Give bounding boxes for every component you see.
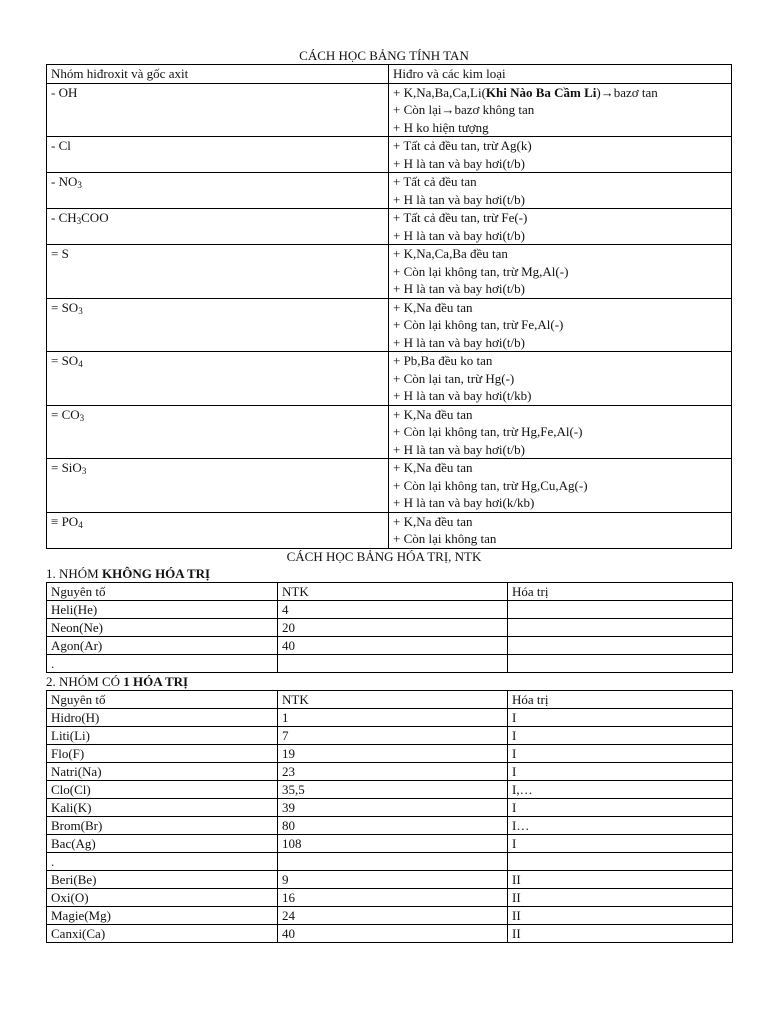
rule-cell: [389, 245, 732, 299]
rule-line: [393, 119, 727, 137]
rule-text-pre: + H là tan và bay hơi(k/kb): [393, 495, 535, 510]
group-cell: [47, 245, 389, 299]
valence-cell: I: [508, 744, 733, 762]
group-suffix: COO: [81, 210, 109, 225]
element-cell: Canxi(Ca): [47, 924, 278, 942]
group-prefix: = SO: [51, 353, 79, 368]
group-cell: [47, 459, 389, 513]
rule-cell: [389, 405, 732, 459]
rule-text-pre: + Tất cả đều tan: [393, 174, 477, 189]
element-cell: Magie(Mg): [47, 906, 278, 924]
rule-text-pre: + K,Na đều tan: [393, 406, 473, 422]
rule-line: [393, 209, 727, 227]
rule-line: [393, 494, 727, 512]
element-cell: Clo(Cl): [47, 780, 278, 798]
rule-line: [393, 441, 727, 459]
group-cell: [47, 405, 389, 459]
rule-cell: [389, 173, 732, 209]
atomic-mass-cell: 39: [278, 798, 508, 816]
rule-line: [393, 137, 727, 155]
group2-label-bold: 1 HÓA TRỊ: [123, 673, 189, 689]
header-cell: NTK: [278, 690, 508, 708]
rule-cell: [389, 352, 732, 406]
group1-header-row: [47, 582, 733, 600]
rule-line: [393, 459, 727, 477]
valence-cell: II: [508, 870, 733, 888]
element-cell: .: [47, 654, 278, 672]
group-prefix: = S: [51, 246, 69, 261]
atomic-mass-cell: 9: [278, 870, 508, 888]
atomic-mass-cell: 7: [278, 726, 508, 744]
solubility-table: [46, 64, 732, 549]
group-prefix: - Cl: [51, 138, 71, 153]
atomic-mass-cell: 40: [278, 924, 508, 942]
group-prefix: - OH: [51, 84, 78, 100]
rule-text-pre: + Còn lại không tan, trừ Fe,Al(-): [393, 317, 564, 332]
atomic-mass-cell: 80: [278, 816, 508, 834]
rule-cell: [389, 209, 732, 245]
group-cell: [47, 352, 389, 406]
valence-cell: II: [508, 924, 733, 942]
rule-cell: [389, 512, 732, 548]
header-cell: Hóa trị: [508, 690, 733, 708]
valence-cell: [508, 618, 733, 636]
table-row: [47, 924, 733, 942]
element-cell: Hidro(H): [47, 708, 278, 726]
table-row: [47, 888, 733, 906]
rule-line: [393, 530, 727, 548]
rule-text-pre: + H là tan và bay hơi(t/b): [393, 441, 525, 457]
rule-cell: [389, 83, 732, 137]
solubility-title: CÁCH HỌC BẢNG TÍNH TAN: [299, 48, 469, 63]
rule-line: [393, 370, 727, 388]
rule-text-pre: + Còn lại không tan, trừ Mg,Al(-): [393, 263, 569, 279]
solubility-row: [47, 298, 732, 352]
solubility-row: [47, 459, 732, 513]
element-cell: Liti(Li): [47, 726, 278, 744]
atomic-mass-cell: 4: [278, 600, 508, 618]
rule-text-pre: + K,Na,Ba,Ca,Li(: [393, 84, 486, 100]
element-cell: Agon(Ar): [47, 636, 278, 654]
table-row: [47, 816, 733, 834]
table-row: [47, 726, 733, 744]
valence-cell: I: [508, 834, 733, 852]
rule-line: [393, 316, 727, 334]
rule-line: [393, 280, 727, 298]
group-subscript: 3: [78, 305, 83, 316]
rule-line: [393, 191, 727, 209]
table-row: [47, 852, 733, 870]
atomic-mass-cell: 108: [278, 834, 508, 852]
valence-cell: I: [508, 798, 733, 816]
rule-text-pre: + K,Na đều tan: [393, 299, 473, 315]
rule-text-pre: + H là tan và bay hơi(t/b): [393, 155, 525, 171]
group-prefix: = SiO: [51, 460, 82, 475]
rule-line: [393, 387, 727, 405]
header-cell: NTK: [278, 582, 508, 600]
atomic-mass-cell: [278, 654, 508, 672]
solubility-row: [47, 137, 732, 173]
group-subscript: 4: [78, 519, 83, 530]
rule-text-pre: + K,Na đều tan: [393, 460, 473, 475]
solubility-row: [47, 209, 732, 245]
group-subscript: 4: [78, 359, 83, 369]
valence-cell: II: [508, 906, 733, 924]
table-row: [47, 654, 733, 672]
solubility-row: [47, 512, 732, 548]
rule-text-pre: + Tất cả đều tan, trừ Ag(k): [393, 138, 532, 153]
table-row: [47, 798, 733, 816]
rule-line: [393, 513, 727, 531]
valence-cell: I: [508, 762, 733, 780]
atomic-mass-cell: 24: [278, 906, 508, 924]
atomic-mass-cell: 35,5: [278, 780, 508, 798]
rule-text-pre: + Còn lại không tan, trừ Hg,Cu,Ag(-): [393, 477, 588, 493]
header-cell: Hóa trị: [508, 582, 733, 600]
table-row: [47, 906, 733, 924]
element-cell: Neon(Ne): [47, 618, 278, 636]
group-prefix: = CO: [51, 406, 80, 422]
table-row: [47, 636, 733, 654]
group1-label-prefix: 1. NHÓM: [46, 565, 102, 581]
group-cell: [47, 512, 389, 548]
element-cell: Flo(F): [47, 744, 278, 762]
group2-header-row: [47, 690, 733, 708]
header-cell: Nguyên tố: [47, 582, 278, 600]
valence-cell: [508, 636, 733, 654]
rule-line: [393, 101, 727, 119]
rule-text-pre: + H là tan và bay hơi(t/b): [393, 334, 525, 350]
rule-cell: [389, 459, 732, 513]
group1-table: [46, 582, 733, 673]
valence-cell: I: [508, 708, 733, 726]
rule-line: [393, 406, 727, 424]
atomic-mass-cell: 20: [278, 618, 508, 636]
atomic-mass-cell: 23: [278, 762, 508, 780]
element-cell: Beri(Be): [47, 870, 278, 888]
valence-cell: [508, 654, 733, 672]
atomic-mass-cell: 40: [278, 636, 508, 654]
atomic-mass-cell: [278, 852, 508, 870]
valence-cell: I: [508, 726, 733, 744]
valence-cell: [508, 852, 733, 870]
rule-text-post: )→bazơ tan: [596, 84, 658, 100]
header-cell: Nguyên tố: [47, 690, 278, 708]
rule-line: [393, 263, 727, 281]
group-subscript: 3: [77, 180, 82, 190]
group-prefix: = SO: [51, 299, 79, 315]
header-metals: Hiđro và các kim loại: [389, 65, 732, 84]
valence-cell: [508, 600, 733, 618]
element-cell: Kali(K): [47, 798, 278, 816]
rule-text-bold: Khi Nào Ba Cầm Li: [485, 84, 597, 100]
rule-line: [393, 173, 727, 191]
group-prefix: - CH: [51, 210, 77, 225]
rule-line: [393, 334, 727, 352]
document-page: [46, 48, 722, 943]
element-cell: Natri(Na): [47, 762, 278, 780]
rule-text-pre: + Pb,Ba đều ko tan: [393, 353, 493, 368]
table-row: [47, 600, 733, 618]
table-row: [47, 834, 733, 852]
rule-cell: [389, 137, 732, 173]
group2-label-prefix: 2. NHÓM CÓ: [46, 673, 124, 689]
rule-line: [393, 84, 727, 102]
element-cell: Brom(Br): [47, 816, 278, 834]
header-groups: Nhóm hiđroxit và gốc axit: [47, 65, 389, 84]
rule-text-pre: + H ko hiện tượng: [393, 119, 489, 135]
element-cell: .: [47, 852, 278, 870]
group-subscript: 3: [81, 466, 87, 476]
solubility-header-row: [47, 65, 732, 84]
valence-cell: II: [508, 888, 733, 906]
rule-text-pre: + K,Na,Ca,Ba đều tan: [393, 246, 508, 261]
solubility-row: [47, 83, 732, 137]
solubility-row: [47, 173, 732, 209]
table-row: [47, 762, 733, 780]
rule-line: [393, 423, 727, 441]
rule-text-pre: + Còn lại tan, trừ Hg(-): [393, 370, 515, 386]
atomic-mass-cell: 16: [278, 888, 508, 906]
rule-text-pre: + H là tan và bay hơi(t/kb): [393, 388, 532, 403]
rule-line: [393, 245, 727, 263]
rule-cell: [389, 298, 732, 352]
rule-text-pre: + Tất cả đều tan, trừ Fe(-): [393, 210, 528, 225]
solubility-row: [47, 245, 732, 299]
valence-cell: I…: [508, 816, 733, 834]
rule-text-pre: + H là tan và bay hơi(t/b): [393, 281, 525, 296]
element-cell: Bac(Ag): [47, 834, 278, 852]
valence-cell: I,…: [508, 780, 733, 798]
atomic-mass-cell: 1: [278, 708, 508, 726]
group-prefix: - NO: [51, 174, 78, 189]
solubility-row: [47, 352, 732, 406]
rule-text-pre: + Còn lại không tan: [393, 531, 497, 546]
rule-text-pre: + H là tan và bay hơi(t/b): [393, 227, 525, 243]
rule-line: [393, 299, 727, 317]
group-cell: [47, 173, 389, 209]
element-cell: Heli(He): [47, 600, 278, 618]
group-cell: [47, 209, 389, 245]
group1-label-bold: KHÔNG HÓA TRỊ: [101, 565, 211, 581]
table-row: [47, 780, 733, 798]
atomic-mass-cell: 19: [278, 744, 508, 762]
rule-line: [393, 352, 727, 370]
solubility-row: [47, 405, 732, 459]
rule-line: [393, 227, 727, 245]
group-cell: [47, 298, 389, 352]
rule-line: [393, 155, 727, 173]
element-cell: Oxi(O): [47, 888, 278, 906]
group1-label: [46, 565, 722, 582]
rule-text-pre: + Còn lại→bazơ không tan: [393, 102, 535, 117]
rule-text-pre: + H là tan và bay hơi(t/b): [393, 191, 525, 207]
rule-text-pre: + K,Na đều tan: [393, 513, 473, 529]
valence-title: CÁCH HỌC BẢNG HÓA TRỊ, NTK: [286, 548, 482, 564]
rule-text-pre: + Còn lại không tan, trừ Hg,Fe,Al(-): [393, 424, 583, 439]
group-subscript: 3: [76, 216, 82, 226]
group-prefix: ≡ PO: [51, 513, 79, 529]
group-cell: [47, 83, 389, 137]
table-row: [47, 618, 733, 636]
table-row: [47, 744, 733, 762]
table-row: [47, 870, 733, 888]
rule-line: [393, 477, 727, 495]
group-cell: [47, 137, 389, 173]
group2-label: [46, 673, 722, 690]
table-row: [47, 708, 733, 726]
group-subscript: 3: [79, 412, 85, 423]
group2-table: [46, 690, 733, 943]
